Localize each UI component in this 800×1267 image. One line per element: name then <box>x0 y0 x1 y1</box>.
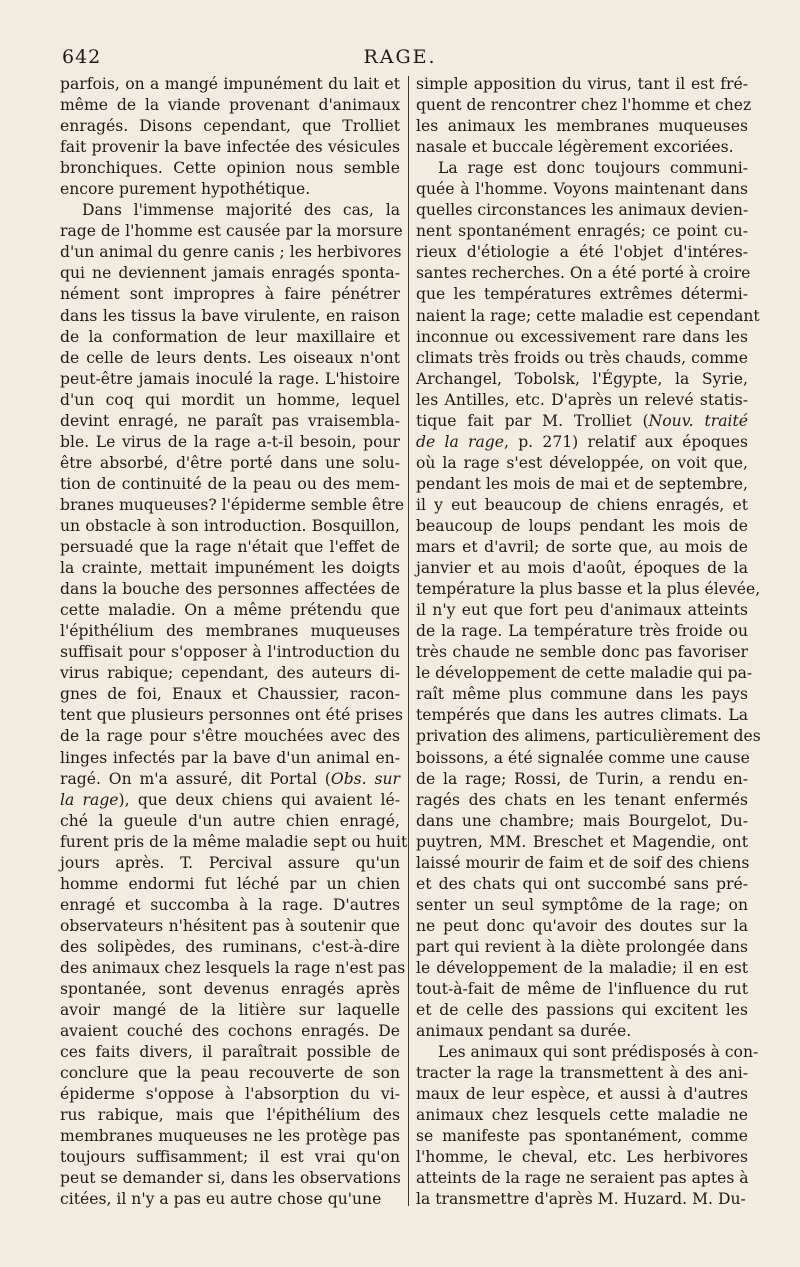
text-line: jours après. T. Percival assure qu'un <box>60 853 400 872</box>
text-line: beaucoup de loups pendant les mois de <box>416 516 748 535</box>
text-line: dans la bouche des personnes affectées de <box>60 580 400 599</box>
text-line: dans une chambre; mais Bourgelot, Du- <box>416 811 748 830</box>
text-line: homme endormi fut léché par un chien <box>60 874 400 893</box>
text-line: part qui revient à la diète prolongée dans <box>416 937 748 956</box>
text-line: dans les tissus la bave virulente, en raison <box>60 306 400 325</box>
text-line: que les températures extrêmes détermi- <box>416 285 748 304</box>
text-line: l'homme, le cheval, etc. Les herbivores <box>416 1148 748 1167</box>
column-divider <box>408 76 409 1206</box>
text-line: fait provenir la bave infectée des vésicules <box>60 138 400 157</box>
text-line: le développement de la maladie; il en est <box>416 958 748 977</box>
text-line: linges infectés par la bave d'un animal en- <box>60 748 400 767</box>
text-line: tempérés que dans les autres climats. La <box>416 706 748 725</box>
text-line: la rage), que deux chiens qui avaient lé- <box>60 790 401 809</box>
text-line: ché la gueule d'un autre chien enragé, <box>60 811 400 830</box>
text-line: les animaux les membranes muqueuses <box>416 117 748 136</box>
text-line: Archangel, Tobolsk, l'Égypte, la Syrie, <box>416 369 748 388</box>
text-line: privation des alimens, particulièrement des <box>416 727 761 746</box>
text-line: suffisait pour s'opposer à l'introduction du <box>60 643 400 662</box>
text-line: animaux chez lesquels cette maladie ne <box>416 1106 748 1125</box>
text-line: la crainte, mettait impunément les doigts <box>60 559 400 578</box>
text-line: Les animaux qui sont prédisposés à con- <box>438 1043 759 1062</box>
text-line: être absorbé, d'être porté dans une solu- <box>60 453 400 472</box>
text-line: Dans l'immense majorité des cas, la <box>82 201 400 220</box>
text-line: de la rage; Rossi, de Turin, a rendu en- <box>416 769 748 788</box>
text-line: et de celle des passions qui excitent les <box>416 1001 748 1020</box>
text-line: simple apposition du virus, tant il est fré- <box>416 75 748 93</box>
text-line: persuadé que la rage n'était que l'effet de <box>60 538 400 557</box>
left-column <box>60 74 408 1211</box>
text-line: branes muqueuses? l'épiderme semble être <box>60 495 405 514</box>
text-line: des animaux chez lesquels la rage n'est pas <box>60 958 406 977</box>
text-line: qui ne deviennent jamais enragés sponta- <box>60 264 400 283</box>
text-line: l'épithélium des membranes muqueuses <box>60 622 400 641</box>
text-line: citées, il n'y a pas eu autre chose qu'une <box>60 1190 382 1209</box>
text-line: raît même plus commune dans les pays <box>416 685 748 704</box>
text-line: il n'y eut que fort peu d'animaux atteints <box>416 601 748 620</box>
text-line: se manifeste pas spontanément, comme <box>416 1127 748 1146</box>
running-title: RAGE. <box>363 46 437 68</box>
text-line: avaient couché des cochons enragés. De <box>60 1022 400 1041</box>
text-line: santes recherches. On a été porté à croire <box>416 264 751 283</box>
text-line: toujours suffisamment; il est vrai qu'on <box>60 1148 400 1167</box>
text-line: ne peut donc qu'avoir des doutes sur la <box>416 916 748 935</box>
text-line: ble. Le virus de la rage a-t-il besoin, pour <box>60 432 400 451</box>
text-line: ragés des chats en les tenant enfermés <box>416 790 748 809</box>
text-line: avoir mangé de la litière sur laquelle <box>60 1001 400 1020</box>
text-line: observateurs n'hésitent pas à soutenir que <box>60 916 400 935</box>
text-line: La rage est donc toujours communi- <box>438 159 748 178</box>
text-line: senter un seul symptôme de la rage; on <box>416 895 748 914</box>
text-line: et des chats qui ont succombé sans pré- <box>416 874 748 893</box>
text-line: quent de rencontrer chez l'homme et chez <box>416 96 752 115</box>
text-line: de la conformation de leur maxillaire et <box>60 327 400 346</box>
text-line: puytren, MM. Breschet et Magendie, ont <box>416 832 748 851</box>
text-line: d'un animal du genre canis ; les herbivores <box>60 243 402 262</box>
text-line: bronchiques. Cette opinion nous semble <box>60 159 400 178</box>
text-line: nasale et buccale légèrement excoriées. <box>416 138 734 157</box>
text-line: tout-à-fait de même de l'influence du rut <box>416 980 748 999</box>
text-line: tion de continuité de la peau ou des mem- <box>60 474 400 493</box>
right-column <box>416 74 761 1211</box>
text-line: membranes muqueuses ne les protège pas <box>60 1127 400 1146</box>
text-line: très chaude ne semble donc pas favoriser <box>416 643 748 662</box>
text-line: tracter la rage la transmettent à des ani- <box>416 1064 748 1083</box>
text-line: gnes de foi, Enaux et Chaussier, racon- <box>60 685 400 704</box>
text-line: rus rabique, mais que l'épithélium des <box>60 1106 400 1125</box>
text-line: la transmettre d'après M. Huzard. M. Du- <box>416 1190 746 1209</box>
text-line: de la rage. La température très froide ou <box>416 622 748 641</box>
text-line: encore purement hypothétique. <box>60 180 311 199</box>
page-number: 642 <box>62 46 102 68</box>
text-line: peut se demander si, dans les observations <box>60 1169 401 1188</box>
text-line: les Antilles, etc. D'après un relevé statis- <box>416 390 748 409</box>
text-line: des solipèdes, des ruminans, c'est-à-dire <box>60 937 400 956</box>
text-line: rieux d'étiologie a été l'objet d'intéres- <box>416 243 748 262</box>
text-line: quelles circonstances les animaux devien- <box>416 201 749 220</box>
text-line: spontanée, sont devenus enragés après <box>60 980 400 999</box>
text-line: nent spontanément enragés; ce point cu- <box>416 222 748 241</box>
text-line: rage de l'homme est causée par la morsure <box>60 222 403 241</box>
text-line: épiderme s'oppose à l'absorption du vi- <box>60 1085 400 1104</box>
text-line: naient la rage; cette maladie est cependant <box>416 306 760 325</box>
text-line: de celle de leurs dents. Les oiseaux n'ont <box>60 348 400 367</box>
text-line: ragé. On m'a assuré, dit Portal (Obs. sur <box>60 769 401 788</box>
text-line: atteints de la rage ne seraient pas aptes à <box>416 1169 749 1188</box>
text-line: où la rage s'est développée, on voit que, <box>416 453 748 472</box>
text-line: température la plus basse et la plus élevée, <box>416 580 761 599</box>
text-line: pendant les mois de mai et de septembre, <box>416 474 748 493</box>
text-line: janvier et au mois d'août, époques de la <box>416 559 748 578</box>
text-line: devint enragé, ne paraît pas vraisembla- <box>60 411 400 430</box>
text-line: un obstacle à son introduction. Bosquillon, <box>60 516 400 535</box>
text-line: inconnue ou excessivement rare dans les <box>416 327 748 346</box>
text-line: parfois, on a mangé impunément du lait et <box>60 75 400 93</box>
text-line: enragés. Disons cependant, que Trolliet <box>60 117 400 136</box>
text-line: tique fait par M. Trolliet (Nouv. traité <box>416 411 748 430</box>
text-line: il y eut beaucoup de chiens enragés, et <box>416 495 748 514</box>
text-line: le développement de cette maladie qui pa- <box>416 664 753 683</box>
text-line: ces faits divers, il paraîtrait possible de <box>60 1043 400 1062</box>
text-line: d'un coq qui mordit un homme, lequel <box>60 390 400 409</box>
text-line: de la rage pour s'être mouchées avec des <box>60 727 400 746</box>
text-line: peut-être jamais inoculé la rage. L'histoire <box>60 369 400 388</box>
text-line: même de la viande provenant d'animaux <box>60 96 400 115</box>
text-line: enragé et succomba à la rage. D'autres <box>60 895 400 914</box>
text-line: cette maladie. On a même prétendu que <box>60 601 400 620</box>
text-line: animaux pendant sa durée. <box>416 1022 632 1041</box>
text-line: mars et d'avril; de sorte que, au mois de <box>416 538 748 557</box>
text-line: laissé mourir de faim et de soif des chiens <box>416 853 750 872</box>
text-line: tent que plusieurs personnes ont été prises <box>60 706 403 725</box>
text-line: furent pris de la même maladie sept ou huit <box>60 832 408 851</box>
text-line: quée à l'homme. Voyons maintenant dans <box>416 180 748 199</box>
text-line: maux de leur espèce, et aussi à d'autres <box>416 1085 748 1104</box>
text-line: conclure que la peau recouverte de son <box>60 1064 400 1083</box>
text-line: boissons, a été signalée comme une cause <box>416 748 750 767</box>
text-line: virus rabique; cependant, des auteurs di- <box>60 664 400 683</box>
text-line: de la rage, p. 271) relatif aux époques <box>416 432 748 451</box>
text-line: climats très froids ou très chauds, comme <box>416 348 748 367</box>
text-line: nément sont impropres à faire pénétrer <box>60 285 400 304</box>
